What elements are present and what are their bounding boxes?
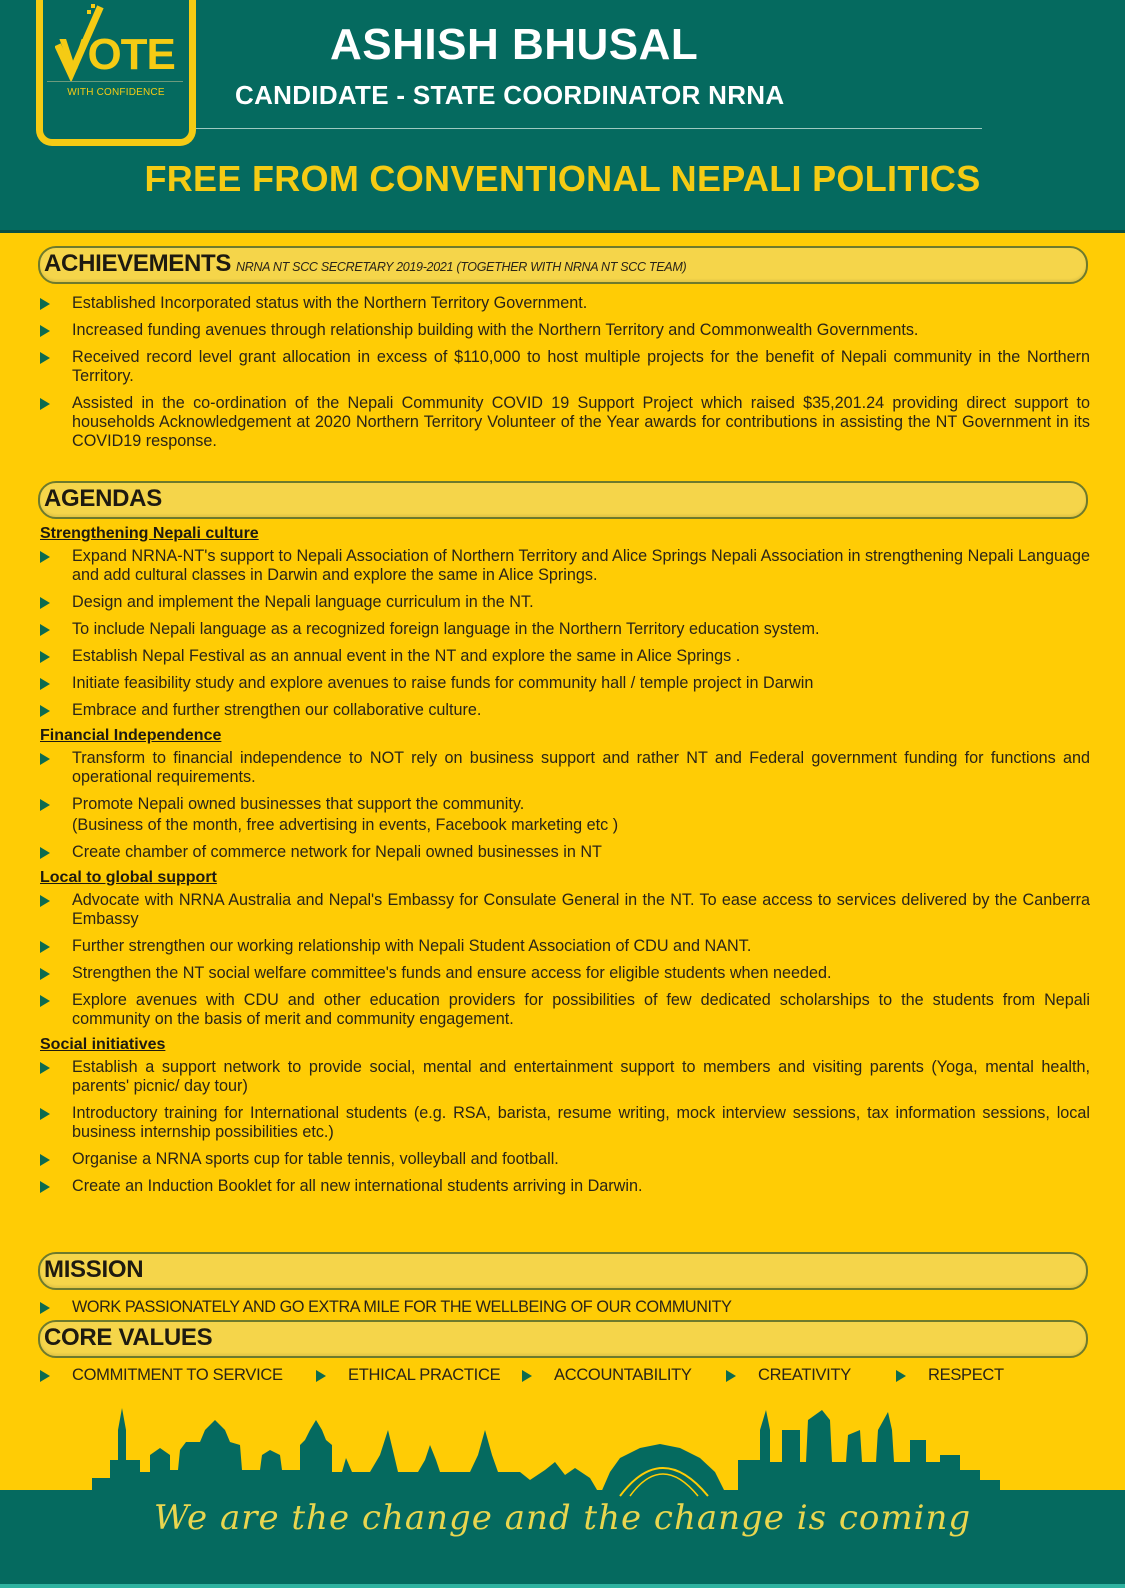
core-values-title: CORE VALUES: [44, 1324, 213, 1351]
bullet-arrow-icon: [40, 325, 50, 337]
bullet-arrow-icon: [40, 968, 50, 980]
bullet-arrow-icon: [40, 1062, 50, 1074]
list-item: Introductory training for International students (e.g. RSA, barista, resume writing, mock interview sessions, tax information sessions, local business internship possibilities etc.): [40, 1104, 1090, 1142]
bullet-arrow-icon: [726, 1370, 736, 1382]
list-item: WORK PASSIONATELY AND GO EXTRA MILE FOR THE WELLBEING OF OUR COMMUNITY: [40, 1298, 1090, 1317]
list-item: Strengthen the NT social welfare committee's funds and ensure access for eligible students when needed.: [40, 964, 1090, 983]
slogan: FREE FROM CONVENTIONAL NEPALI POLITICS: [144, 158, 981, 199]
logo-divider: [47, 81, 183, 82]
footer: [0, 1400, 1125, 1588]
core-value: RESPECT: [896, 1366, 1004, 1385]
bullet-arrow-icon: [40, 1181, 50, 1193]
bullet-arrow-icon: [40, 597, 50, 609]
bullet-arrow-icon: [40, 651, 50, 663]
agendas-title: AGENDAS: [44, 485, 162, 512]
achievements-note: NRNA NT SCC SECRETARY 2019-2021 (TOGETHER WITH NRNA NT SCC TEAM): [236, 260, 687, 274]
agendas-list: [40, 526, 1090, 1204]
bullet-arrow-icon: [316, 1370, 326, 1382]
list-item: Create chamber of commerce network for Nepali owned businesses in NT: [40, 843, 1090, 862]
footer-stripe: [0, 1584, 1125, 1588]
list-item: Organise a NRNA sports cup for table tennis, volleyball and football.: [40, 1150, 1090, 1169]
bullet-arrow-icon: [40, 941, 50, 953]
candidate-name: ASHISH BHUSAL: [330, 20, 699, 69]
bullet-arrow-icon: [40, 1370, 50, 1382]
list-item: Design and implement the Nepali language curriculum in the NT.: [40, 593, 1090, 612]
footer-tagline: We are the change and the change is coming: [153, 1498, 972, 1538]
agenda-subheading: Social initiatives: [40, 1036, 166, 1053]
bullet-arrow-icon: [40, 298, 50, 310]
header-banner: [0, 0, 1125, 233]
list-item: Transform to financial independence to NOT rely on business support and rather NT and Federal government funding for functions and operational requirements.: [40, 749, 1090, 787]
bullet-arrow-icon: [40, 398, 50, 410]
list-item: Establish a support network to provide social, mental and entertainment support to members and visiting parents (Yoga, mental health, parents' picnic/ day tour): [40, 1058, 1090, 1096]
list-item: Create an Induction Booklet for all new international students arriving in Darwin.: [40, 1177, 1090, 1196]
list-item: Promote Nepali owned businesses that support the community.: [40, 795, 1090, 814]
list-item: Increased funding avenues through relationship building with the Northern Territory and Commonwealth Governments.: [40, 321, 1090, 340]
list-item: To include Nepali language as a recognized foreign language in the Northern Territory education system.: [40, 620, 1090, 639]
agendas-header: [38, 481, 1088, 519]
core-value: ETHICAL PRACTICE: [316, 1366, 500, 1385]
logo-tagline: WITH CONFIDENCE: [67, 87, 165, 98]
list-item: Received record level grant allocation in excess of $110,000 to host multiple projects for the benefit of Nepali community in the Northern Territory.: [40, 348, 1090, 386]
bullet-arrow-icon: [896, 1370, 906, 1382]
skyline-silhouette-icon: [0, 1400, 1125, 1588]
bullet-arrow-icon: [40, 895, 50, 907]
agenda-subheading: Strengthening Nepali culture: [40, 525, 259, 542]
header-divider: [196, 128, 982, 129]
bullet-arrow-icon: [40, 799, 50, 811]
agenda-subheading: Local to global support: [40, 869, 217, 886]
bullet-arrow-icon: [40, 624, 50, 636]
bullet-arrow-icon: [40, 995, 50, 1007]
achievements-header: [38, 246, 1088, 284]
logo-word: VOTE: [59, 30, 175, 79]
list-item: Further strengthen our working relationship with Nepali Student Association of CDU and NANT.: [40, 937, 1090, 956]
bullet-arrow-icon: [40, 753, 50, 765]
list-item: Embrace and further strengthen our collaborative culture.: [40, 701, 1090, 720]
mission-header: [38, 1252, 1088, 1290]
bullet-arrow-icon: [40, 1302, 50, 1314]
bullet-arrow-icon: [40, 678, 50, 690]
achievements-list: [40, 294, 1090, 459]
list-item-note: (Business of the month, free advertising in events, Facebook marketing etc ): [72, 816, 619, 834]
core-values-header: [38, 1320, 1088, 1358]
core-value: ACCOUNTABILITY: [522, 1366, 692, 1385]
list-item: Established Incorporated status with the Northern Territory Government.: [40, 294, 1090, 313]
bullet-arrow-icon: [40, 1154, 50, 1166]
list-item: Establish Nepal Festival as an annual event in the NT and explore the same in Alice Springs .: [40, 647, 1090, 666]
candidate-role: CANDIDATE - STATE COORDINATOR NRNA: [235, 80, 785, 110]
list-item: Expand NRNA-NT's support to Nepali Association of Northern Territory and Alice Springs Nepali Association in strengthening Nepali Language and add cultural classes in Darwin and explore the same in Alice Springs.: [40, 547, 1090, 585]
bullet-arrow-icon: [40, 1108, 50, 1120]
list-item: Explore avenues with CDU and other education providers for possibilities of few dedicated scholarships to the students from Nepali community on the basis of merit and community engagement.: [40, 991, 1090, 1029]
agenda-subheading: Financial Independence: [40, 727, 222, 744]
bullet-arrow-icon: [40, 705, 50, 717]
core-value: CREATIVITY: [726, 1366, 851, 1385]
bullet-arrow-icon: [40, 847, 50, 859]
bullet-arrow-icon: [522, 1370, 532, 1382]
core-values-list: [40, 1366, 1090, 1388]
list-item: Advocate with NRNA Australia and Nepal's Embassy for Consulate General in the NT. To ease access to services delivered by the Canberra Embassy: [40, 891, 1090, 929]
core-value: COMMITMENT TO SERVICE: [40, 1366, 283, 1385]
mission-title: MISSION: [44, 1256, 144, 1283]
list-item: Initiate feasibility study and explore avenues to raise funds for community hall / temple project in Darwin: [40, 674, 1090, 693]
bullet-arrow-icon: [40, 352, 50, 364]
bullet-arrow-icon: [40, 551, 50, 563]
vote-logo: [36, 0, 196, 146]
achievements-title: ACHIEVEMENTS: [44, 250, 232, 277]
list-item: Assisted in the co-ordination of the Nepali Community COVID 19 Support Project which raised $35,201.24 providing direct support to households Acknowledgement at 2020 Northern Territory Volunteer of the Year awards for contributions in assisting the NT Government in its COVID19 response.: [40, 394, 1090, 451]
